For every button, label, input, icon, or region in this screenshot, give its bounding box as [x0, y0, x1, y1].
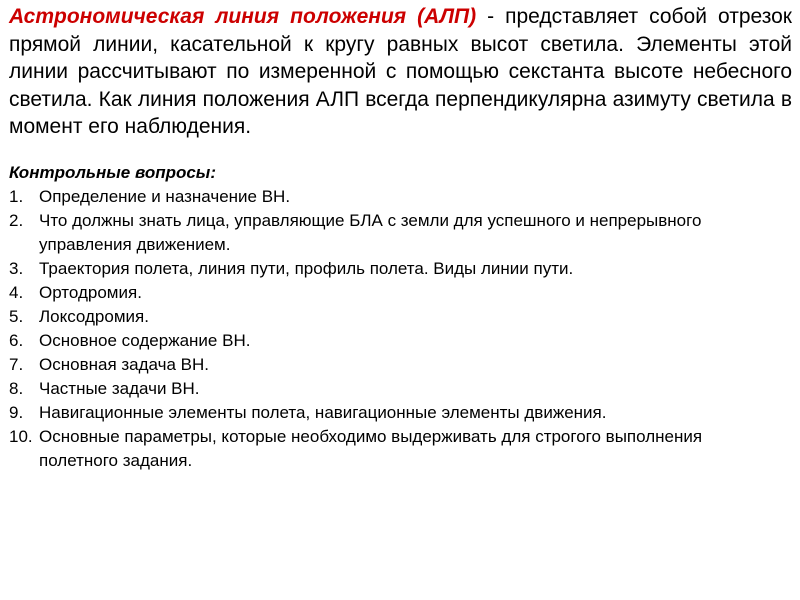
intro-text: - представляет собой отрезок прямой линии, касательной к кругу равных высот светила. Элементы этой линии рассчитывают по измеренной с помощью секстанта высоте небесного светила. Как линия положения АЛП всегда перпендикулярна азимуту светила в момент его наблюдения. [9, 5, 792, 138]
intro-paragraph [9, 3, 792, 141]
list-item [9, 353, 769, 377]
list-item-number: 3. [9, 259, 24, 278]
list-item-text: Основная задача ВН. [39, 355, 209, 374]
list-item-text: Частные задачи ВН. [39, 379, 200, 398]
list-item-text: Основные параметры, которые необходимо выдерживать для строгого выполнения полетного задания. [39, 427, 703, 470]
questions-list [9, 185, 769, 473]
list-item [9, 329, 769, 353]
list-item [9, 305, 769, 329]
questions-heading: Контрольные вопросы: [9, 163, 216, 182]
list-item [9, 425, 769, 473]
list-item-number: 10. [9, 427, 33, 446]
list-item [9, 209, 769, 257]
list-item [9, 185, 769, 209]
list-item-number: 2. [9, 211, 24, 230]
list-item-number: 7. [9, 355, 24, 374]
list-item [9, 377, 769, 401]
list-item-text: Ортодромия. [39, 283, 142, 302]
list-item-text: Локсодромия. [39, 307, 149, 326]
intro-term: Астрономическая линия положения (АЛП) [9, 5, 477, 28]
list-item-number: 4. [9, 283, 24, 302]
list-item-text: Навигационные элементы полета, навигационные элементы движения. [39, 403, 607, 422]
list-item-number: 8. [9, 379, 24, 398]
list-item [9, 281, 769, 305]
list-item-number: 1. [9, 187, 24, 206]
list-item [9, 257, 769, 281]
list-item-number: 9. [9, 403, 24, 422]
list-item-text: Траектория полета, линия пути, профиль полета. Виды линии пути. [39, 259, 574, 278]
list-item [9, 401, 769, 425]
list-item-text: Определение и назначение ВН. [39, 187, 291, 206]
list-item-text: Что должны знать лица, управляющие БЛА с земли для успешного и непрерывного управления движением. [39, 211, 702, 254]
list-item-number: 6. [9, 331, 24, 350]
list-item-text: Основное содержание ВН. [39, 331, 251, 350]
list-item-number: 5. [9, 307, 24, 326]
